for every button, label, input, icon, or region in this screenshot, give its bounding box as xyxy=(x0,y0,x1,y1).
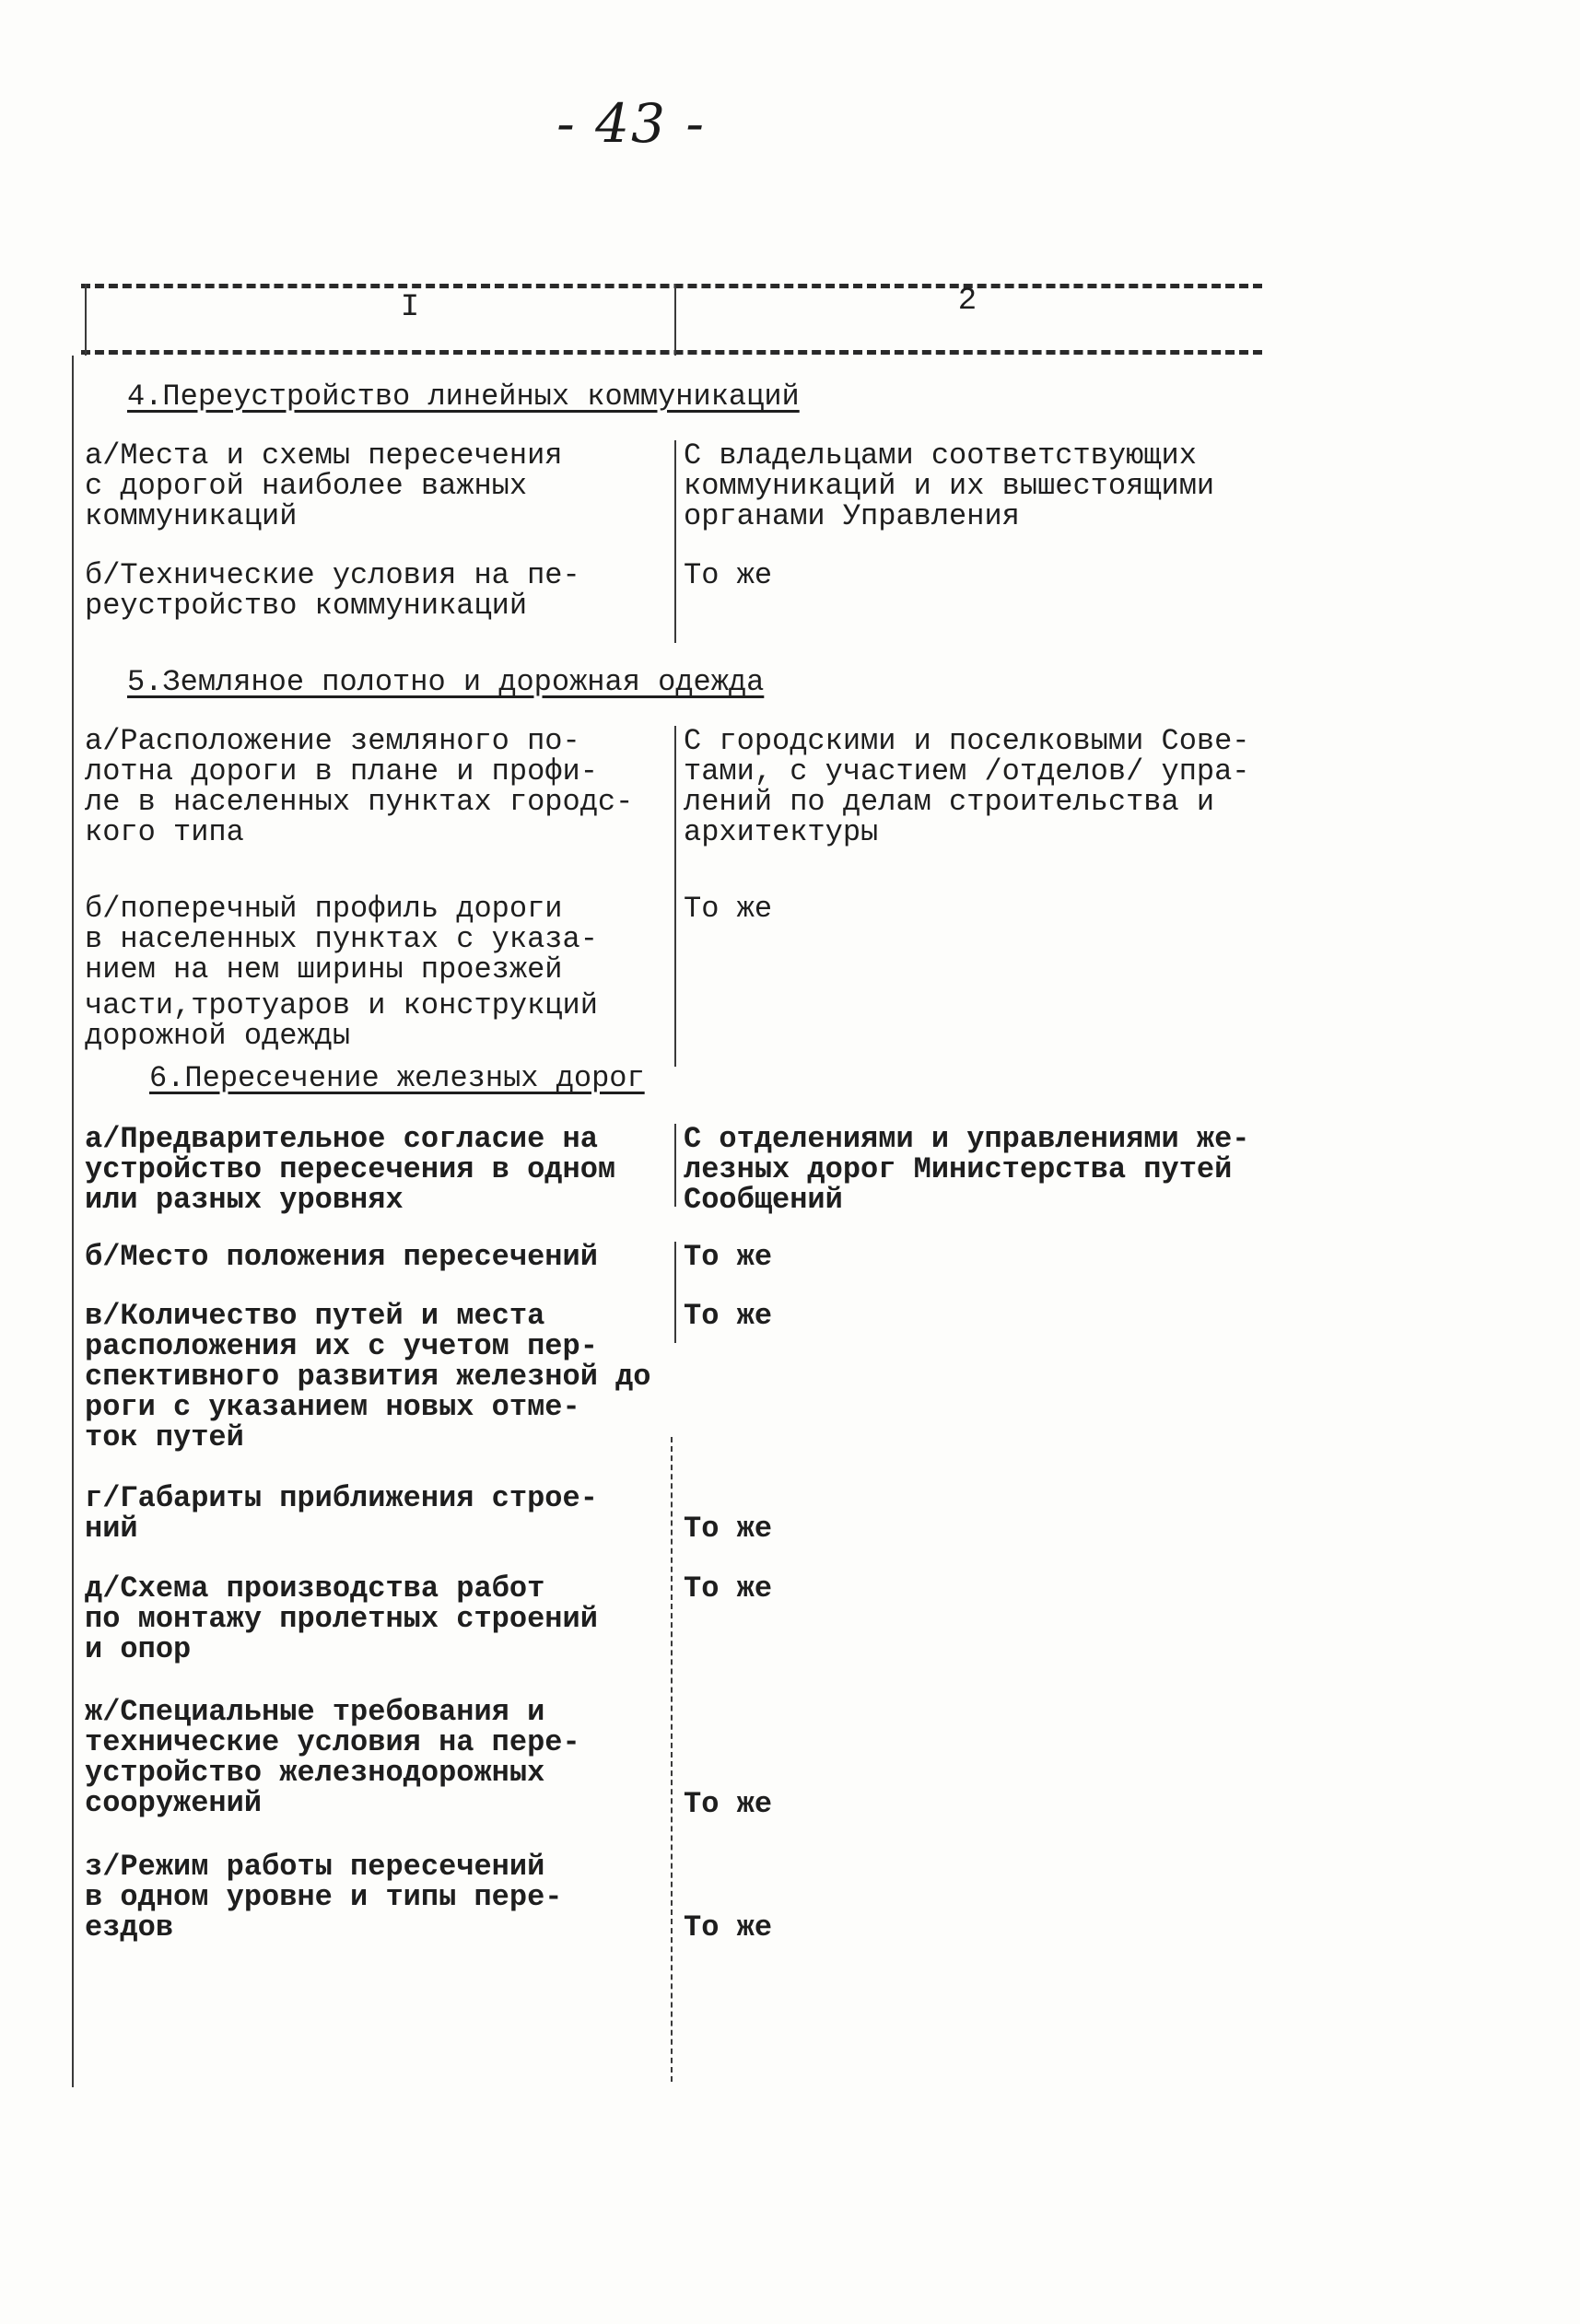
text-line: с дорогой наиболее важных xyxy=(85,469,528,503)
text-line: в/Количество путей и места xyxy=(85,1299,545,1333)
text-line: а/Расположение земляного по- xyxy=(85,724,580,758)
section-6-row-v-left xyxy=(85,1301,651,1453)
section-6-row-zh-left xyxy=(85,1697,580,1818)
text-line: а/Места и схемы пересечения xyxy=(85,438,563,473)
section-4-row-b-left xyxy=(85,560,580,621)
text-line: коммуникаций xyxy=(85,499,298,533)
column-1-number: I xyxy=(400,290,420,325)
section-6-row-g-right xyxy=(684,1513,772,1544)
text-line: ле в населенных пунктах городс- xyxy=(85,785,634,819)
text-line: технические условия на пере- xyxy=(85,1725,580,1759)
text-line: и опор xyxy=(85,1632,192,1666)
text-line: То же xyxy=(684,1787,773,1821)
section-5-row-b-right xyxy=(684,893,772,924)
section-6-row-a-right xyxy=(684,1124,1250,1215)
text-line: б/Технические условия на пе- xyxy=(85,558,580,592)
text-line: То же xyxy=(684,1571,773,1606)
text-line: реустройство коммуникаций xyxy=(85,589,528,623)
text-line: роги с указанием новых отме- xyxy=(85,1390,580,1424)
section-6-row-d-left xyxy=(85,1573,598,1664)
column-divider xyxy=(674,440,676,643)
section-6-row-b-left xyxy=(85,1242,598,1272)
text-line: кого типа xyxy=(85,815,244,849)
text-line: С городскими и поселковыми Сове- xyxy=(684,724,1250,758)
text-line: То же xyxy=(684,892,773,926)
text-line: ток путей xyxy=(85,1420,244,1454)
column-divider xyxy=(674,1124,676,1207)
text-line: или разных уровнях xyxy=(85,1183,404,1217)
section-4-title: 4.Переустройство линейных коммуникаций xyxy=(127,380,800,414)
text-line: з/Режим работы пересечений xyxy=(85,1850,545,1884)
text-line: б/Место положения пересечений xyxy=(85,1240,598,1274)
text-line: части,тротуаров и конструкций xyxy=(85,988,598,1022)
column-2-number: 2 xyxy=(957,284,977,319)
section-6-title: 6.Пересечение железных дорог xyxy=(149,1061,645,1095)
column-divider xyxy=(674,1242,676,1343)
section-4-row-b-right xyxy=(684,560,772,590)
page-number: - 43 - xyxy=(556,92,706,155)
column-divider xyxy=(671,1437,673,2082)
text-line: С владельцами соответствующих xyxy=(684,438,1197,473)
section-5-title: 5.Земляное полотно и дорожная одежда xyxy=(127,665,765,699)
header-top-rule xyxy=(81,284,1262,288)
section-6-row-d-right xyxy=(684,1573,772,1604)
text-line: ж/Специальные требования и xyxy=(85,1695,545,1729)
section-6-row-v-right xyxy=(684,1301,772,1331)
text-line: д/Схема производства работ xyxy=(85,1571,545,1606)
text-line: органами Управления xyxy=(684,499,1020,533)
section-6-row-z-right xyxy=(684,1912,772,1943)
section-5-row-a-left xyxy=(85,726,633,847)
section-6-row-z-left xyxy=(85,1851,562,1943)
text-line: в населенных пунктах с указа- xyxy=(85,922,598,956)
text-line: лотна дороги в плане и профи- xyxy=(85,754,598,788)
section-5-row-b-left xyxy=(85,893,598,1051)
text-line: лезных дорог Министерства путей xyxy=(684,1152,1233,1186)
header-column-divider xyxy=(674,284,676,356)
text-line: лений по делам строительства и xyxy=(684,785,1215,819)
text-line: спективного развития железной до xyxy=(85,1360,651,1394)
text-line: тами, с участием /отделов/ упра- xyxy=(684,754,1250,788)
section-6-row-a-left xyxy=(85,1124,615,1215)
text-line: сооружений xyxy=(85,1786,263,1820)
text-line: То же xyxy=(684,1512,773,1546)
text-line: в одном уровне и типы пере- xyxy=(85,1880,563,1914)
text-line: То же xyxy=(684,1910,773,1944)
text-line: ездов xyxy=(85,1910,174,1944)
text-line: То же xyxy=(684,558,773,592)
text-line: а/Предварительное согласие на xyxy=(85,1122,598,1156)
text-line: по монтажу пролетных строений xyxy=(85,1602,598,1636)
text-line: То же xyxy=(684,1299,773,1333)
text-line: нием на нем ширины проезжей xyxy=(85,952,563,987)
table-left-border xyxy=(72,356,74,2087)
text-line: устройство пересечения в одном xyxy=(85,1152,616,1186)
column-divider xyxy=(674,726,676,1067)
header-left-border xyxy=(85,284,87,356)
section-4-row-a-left xyxy=(85,440,562,531)
text-line: То же xyxy=(684,1240,773,1274)
text-line: дорожной одежды xyxy=(85,1019,351,1053)
section-6-row-b-right xyxy=(684,1242,772,1272)
section-5-row-a-right xyxy=(684,726,1250,847)
text-line: б/поперечный профиль дороги xyxy=(85,892,563,926)
section-4-row-a-right xyxy=(684,440,1214,531)
text-line: г/Габариты приближения строе- xyxy=(85,1481,598,1515)
text-line: архитектуры xyxy=(684,815,879,849)
header-bottom-rule xyxy=(81,350,1262,355)
text-line: ний xyxy=(85,1512,138,1546)
text-line: расположения их с учетом пер- xyxy=(85,1329,598,1363)
text-line: коммуникаций и их вышестоящими xyxy=(684,469,1215,503)
text-line: Сообщений xyxy=(684,1183,843,1217)
section-6-row-g-left xyxy=(85,1483,598,1544)
text-line: С отделениями и управлениями же- xyxy=(684,1122,1250,1156)
section-6-row-zh-right xyxy=(684,1789,772,1819)
text-line: устройство железнодорожных xyxy=(85,1756,545,1790)
